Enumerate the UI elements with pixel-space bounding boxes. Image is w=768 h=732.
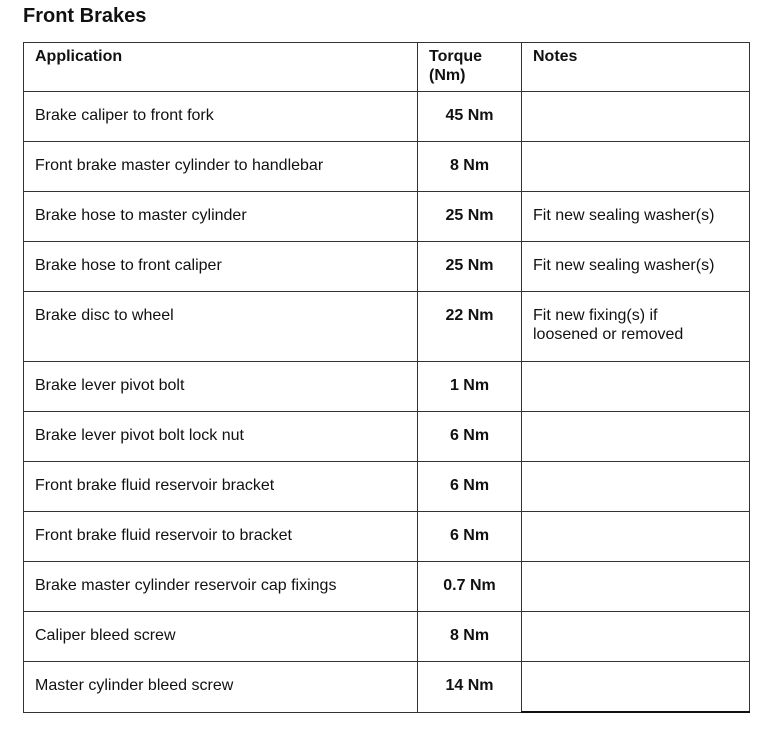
table-row bbox=[24, 662, 750, 713]
notes-cell bbox=[522, 662, 750, 713]
application-cell: Brake lever pivot bolt lock nut bbox=[24, 412, 418, 462]
table-row bbox=[24, 192, 750, 242]
application-cell: Caliper bleed screw bbox=[24, 612, 418, 662]
torque-cell: 8 Nm bbox=[418, 142, 522, 192]
torque-cell: 8 Nm bbox=[418, 612, 522, 662]
torque-cell: 14 Nm bbox=[418, 662, 522, 713]
table-row bbox=[24, 612, 750, 662]
notes-cell bbox=[522, 92, 750, 142]
notes-cell: Fit new sealing washer(s) bbox=[522, 192, 750, 242]
table-row bbox=[24, 362, 750, 412]
notes-cell bbox=[522, 562, 750, 612]
table-header-row bbox=[24, 43, 750, 92]
application-cell: Front brake fluid reservoir bracket bbox=[24, 462, 418, 512]
table-row bbox=[24, 462, 750, 512]
application-cell: Brake caliper to front fork bbox=[24, 92, 418, 142]
notes-cell bbox=[522, 412, 750, 462]
table-row bbox=[24, 412, 750, 462]
table-row bbox=[24, 512, 750, 562]
torque-cell: 45 Nm bbox=[418, 92, 522, 142]
table-row bbox=[24, 562, 750, 612]
application-cell: Brake hose to master cylinder bbox=[24, 192, 418, 242]
notes-cell bbox=[522, 512, 750, 562]
application-cell: Brake hose to front caliper bbox=[24, 242, 418, 292]
torque-table bbox=[23, 42, 750, 713]
torque-cell: 25 Nm bbox=[418, 192, 522, 242]
table-row bbox=[24, 242, 750, 292]
table-row bbox=[24, 92, 750, 142]
application-cell: Brake master cylinder reservoir cap fixings bbox=[24, 562, 418, 612]
notes-cell bbox=[522, 142, 750, 192]
torque-cell: 6 Nm bbox=[418, 512, 522, 562]
torque-cell: 6 Nm bbox=[418, 462, 522, 512]
torque-cell: 22 Nm bbox=[418, 292, 522, 362]
header-notes: Notes bbox=[522, 43, 750, 92]
table-row bbox=[24, 292, 750, 362]
header-application: Application bbox=[24, 43, 418, 92]
torque-cell: 25 Nm bbox=[418, 242, 522, 292]
application-cell: Brake disc to wheel bbox=[24, 292, 418, 362]
table-row bbox=[24, 142, 750, 192]
notes-cell: Fit new sealing washer(s) bbox=[522, 242, 750, 292]
notes-cell bbox=[522, 612, 750, 662]
torque-cell: 0.7 Nm bbox=[418, 562, 522, 612]
notes-cell bbox=[522, 362, 750, 412]
application-cell: Front brake master cylinder to handlebar bbox=[24, 142, 418, 192]
application-cell: Brake lever pivot bolt bbox=[24, 362, 418, 412]
notes-cell bbox=[522, 462, 750, 512]
torque-cell: 6 Nm bbox=[418, 412, 522, 462]
notes-cell: Fit new fixing(s) if loosened or removed bbox=[522, 292, 750, 362]
application-cell: Master cylinder bleed screw bbox=[24, 662, 418, 713]
page-title: Front Brakes bbox=[23, 5, 147, 27]
header-torque: Torque (Nm) bbox=[418, 43, 522, 92]
application-cell: Front brake fluid reservoir to bracket bbox=[24, 512, 418, 562]
torque-cell: 1 Nm bbox=[418, 362, 522, 412]
